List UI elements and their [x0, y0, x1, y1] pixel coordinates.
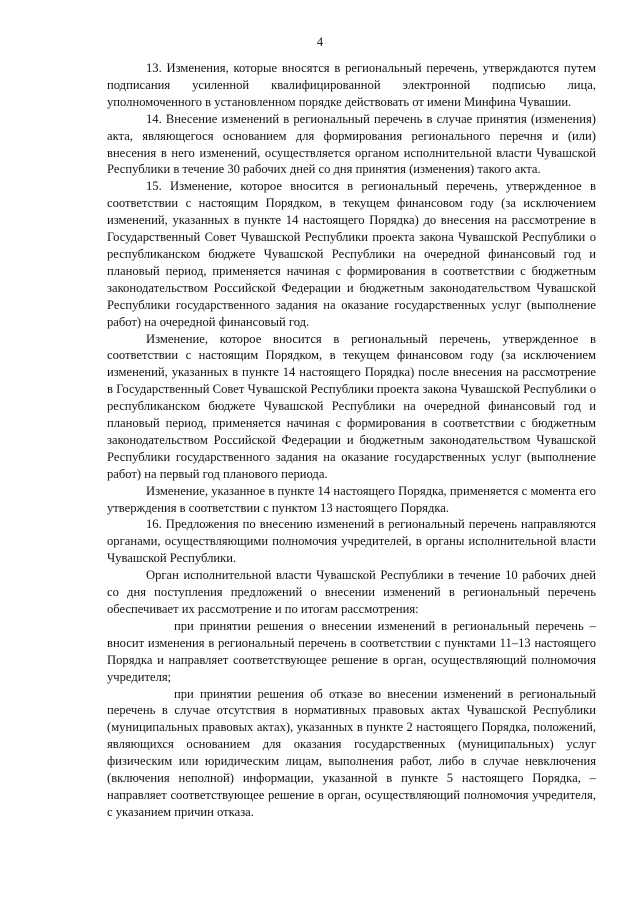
- document-body: [107, 60, 596, 821]
- paragraph-15: 15. Изменение, которое вносится в региональный перечень, утвержденное в соответствии с настоящим Порядком, в текущем финансовом году (за исключением изменений, указанных в пункте 14 настоящего Порядка) до внесения на рассмотрение в Государственный Совет Чувашской Республики проекта закона Чувашской Республики о республиканском бюджете Чувашской Республики на очередной финансовый год и плановый период, применяется начиная с формирования в соответствии с бюджетным законодательством Российской Федерации и бюджетным законодательством Чувашской Республики государственного задания на оказание государственных услуг (выполнение работ) на очередной финансовый год.: [107, 179, 596, 329]
- paragraph-15-part-3: Изменение, указанное в пункте 14 настоящего Порядка, применяется с момента его утверждения в соответствии с пунктом 13 настоящего Порядка.: [107, 483, 596, 515]
- paragraph-16: 16. Предложения по внесению изменений в региональный перечень направляются органами, осуществляющими полномочия учредителей, в органы исполнительной власти Чувашской Республики.: [107, 517, 596, 566]
- page-number: 4: [316, 35, 324, 49]
- paragraph-13: 13. Изменения, которые вносятся в региональный перечень, утверждаются путем подписания усиленной квалифицированной электронной подписью лица, уполномоченного в установленном порядке действовать от имени Минфина Чувашии.: [107, 61, 596, 109]
- paragraph-16-item-accept: при принятии решения о внесении изменений в региональный перечень – вносит изменения в региональный перечень в соответствии с пунктами 11–13 настоящего Порядка и направляет соответствующее решение в орган, осуществляющий полномочия учредителя;: [107, 618, 596, 684]
- paragraph-15-part-2: Изменение, которое вносится в региональный перечень, утвержденное в соответствии с настоящим Порядком, в текущем финансовом году (за исключением изменений, указанных в пункте 14 настоящего Порядка) после внесения на рассмотрение в Государственный Совет Чувашской Республики проекта закона Чувашской Республики о республиканском бюджете Чувашской Республики на очередной финансовый год и плановый период, применяется начиная с формирования в соответствии с бюджетным законодательством Российской Федерации и бюджетным законодательством Чувашской Республики государственного задания на оказание государственных услуг (выполнение работ) на первый год планового периода.: [107, 331, 596, 481]
- paragraph-16-part-2: Орган исполнительной власти Чувашской Республики в течение 10 рабочих дней со дня поступления предложений о внесении изменений в региональный перечень обеспечивает их рассмотрение и по итогам рассмотрения:: [107, 568, 596, 616]
- paragraph-16-item-reject: при принятии решения об отказе во внесении изменений в региональный перечень в случае отсутствия в нормативных правовых актах Чувашской Республики (муниципальных правовых актах), указанных в пункте 2 настоящего Порядка, положений, являющихся основанием для оказания государственных (муниципальных) услуг физическим или юридическим лицам, выполнения работ, либо в случае невключения (включения неполной) информации, указанной в пункте 5 настоящего Порядка, – направляет соответствующее решение в орган, осуществляющий полномочия учредителя, с указанием причин отказа.: [107, 686, 596, 819]
- paragraph-14: 14. Внесение изменений в региональный перечень в случае принятия (изменения) акта, являющегося основанием для формирования регионального перечня и (или) внесения в него изменений, осуществляется органом исполнительной власти Чувашской Республики в течение 30 рабочих дней со дня принятия (изменения) такого акта.: [107, 111, 596, 177]
